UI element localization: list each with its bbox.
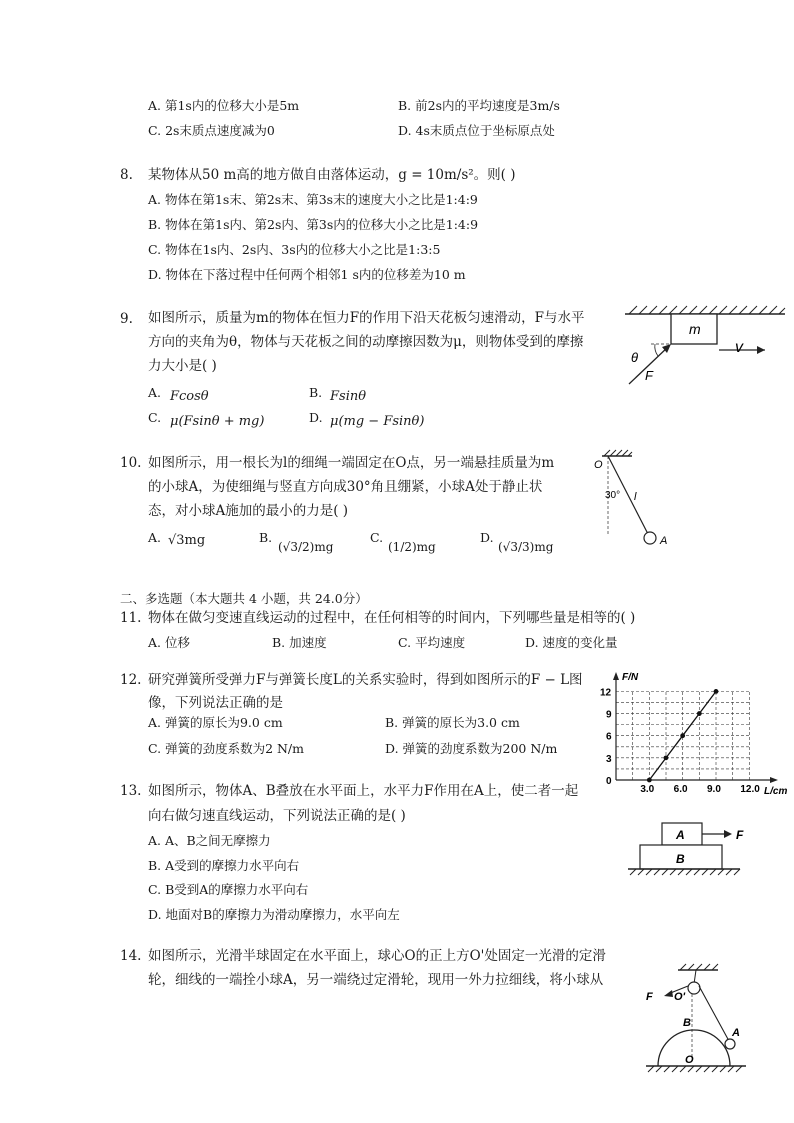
data-point	[680, 733, 685, 738]
y-axis-arrowhead	[613, 672, 619, 680]
q10-line-1: 如图所示，用一根长为l的细绳一端固定在O点，另一端悬挂质量为m	[148, 455, 555, 471]
x-axis-arrowhead	[770, 777, 778, 783]
q13-number: 13.	[120, 783, 142, 799]
q10-option-c-label: C.	[370, 530, 384, 545]
q12-line-2: 像，下列说法正确的是	[148, 695, 283, 711]
block-m-label: m	[689, 321, 701, 337]
ball-a-label: A	[732, 1027, 740, 1039]
q11-option-b: B. 加速度	[272, 635, 327, 650]
x-tick-label: 9.0	[707, 784, 721, 795]
q13-line-1: 如图所示，物体A、B叠放在水平面上，水平力F作用在A上，使二者一起	[148, 783, 579, 799]
q10-option-b-label: B.	[259, 530, 273, 545]
q10-option-b: (√3/2)mg	[278, 540, 334, 554]
point-o-label: O	[594, 459, 603, 471]
force-label: F	[646, 991, 653, 1003]
q10-option-a-label: A.	[148, 530, 162, 545]
q7-option-d: D. 4s末质点位于坐标原点处	[398, 123, 555, 138]
q10-figure	[588, 448, 678, 558]
q10-option-a: √3mg	[168, 533, 206, 548]
q11-option-a: A. 位移	[148, 635, 190, 650]
q9-line-2: 方向的夹角为θ，物体与天花板之间的动摩擦因数为μ，则物体受到的摩擦	[148, 334, 584, 350]
q9-figure	[615, 300, 794, 400]
ground-hatch	[628, 869, 740, 875]
ceiling-hatch	[602, 450, 632, 456]
ceiling-hatch	[625, 306, 785, 314]
ball-a	[725, 1039, 735, 1049]
hemisphere	[658, 1030, 730, 1066]
chart-ticks	[600, 687, 760, 795]
x-tick-label: 6.0	[673, 784, 688, 795]
q10-line-3: 态，对小球A施加的最小的力是( )	[148, 503, 349, 519]
chart-axes	[613, 672, 778, 783]
q12-option-b: B. 弹簧的原长为3.0 cm	[385, 715, 520, 730]
q9-option-d-label: D.	[309, 410, 323, 425]
q9-option-c-label: C.	[148, 410, 162, 425]
block-b-label: B	[676, 852, 685, 866]
q10-option-d-label: D.	[480, 530, 494, 545]
q10-option-c: (1/2)mg	[388, 540, 436, 554]
q12-line-1: 研究弹簧所受弹力F与弹簧长度L的关系实验时，得到如图所示的F − L图	[148, 672, 583, 688]
q7-option-c: C. 2s末质点速度减为0	[148, 123, 275, 138]
data-point	[697, 711, 702, 716]
q13-line-2: 向右做匀速直线运动，下列说法正确的是( )	[148, 808, 406, 824]
q8-option-d: D. 物体在下落过程中任何两个相邻1 s内的位移差为10 m	[148, 267, 466, 282]
pulley-label: O'	[674, 991, 686, 1003]
q9-number: 9.	[120, 311, 133, 327]
x-tick-label: 3.0	[640, 784, 655, 795]
ball-a-label: A	[660, 535, 668, 547]
point-b-label: B	[683, 1017, 691, 1029]
q11-option-d: D. 速度的变化量	[525, 635, 618, 650]
data-point	[714, 689, 719, 694]
q9-line-1: 如图所示，质量为m的物体在恒力F的作用下沿天花板匀速滑动，F与水平	[148, 310, 585, 326]
q12-number: 12.	[120, 672, 142, 688]
q9-option-d: μ(mg − Fsinθ)	[330, 414, 425, 429]
section-heading: 二、多选题（本大题共 4 小题，共 24.0分）	[120, 591, 368, 606]
q13-option-c: C. B受到A的摩擦力水平向右	[148, 882, 309, 897]
q10-number: 10.	[120, 455, 142, 471]
string-to-ball	[699, 986, 729, 1041]
q8-option-c: C. 物体在1s内、2s内、3s内的位移大小之比是1:3:5	[148, 242, 441, 257]
angle-label: 30°	[605, 490, 621, 501]
data-point	[647, 778, 652, 783]
y-tick-label: 9	[606, 709, 612, 721]
angle-arc	[655, 344, 658, 356]
force-label: F	[736, 828, 744, 842]
q14-figure	[636, 960, 756, 1075]
chart-y-axis-label: F/N	[622, 672, 639, 683]
q13-figure	[628, 815, 768, 880]
q7-option-a: A. 第1s内的位移大小是5m	[148, 98, 300, 113]
ball-a	[644, 532, 656, 544]
y-tick-label: 12	[600, 687, 612, 699]
q11-number: 11.	[120, 610, 142, 626]
q10-option-d: (√3/3)mg	[498, 540, 554, 554]
q8-number: 8.	[120, 167, 133, 183]
q12-option-c: C. 弹簧的劲度系数为2 N/m	[148, 741, 304, 756]
force-label: F	[645, 368, 653, 383]
chart-x-axis-label: L/cm	[764, 786, 788, 797]
length-label: l	[634, 491, 637, 503]
pulley	[688, 982, 700, 994]
q14-line-1: 如图所示，光滑半球固定在水平面上，球心O的正上方O'处固定一光滑的定滑	[148, 948, 606, 964]
ceiling-hatch	[678, 964, 718, 970]
ground-hatch	[646, 1066, 746, 1072]
force-arrowhead	[664, 990, 673, 997]
velocity-arrowhead	[757, 346, 765, 354]
velocity-label: v	[735, 339, 743, 356]
q14-number: 14.	[120, 948, 142, 964]
q9-option-b-label: B.	[309, 385, 323, 400]
y-tick-label: 6	[606, 731, 612, 743]
q13-option-d: D. 地面对B的摩擦力为滑动摩擦力，水平向左	[148, 907, 400, 922]
q8-option-a: A. 物体在第1s末、第2s末、第3s末的速度大小之比是1:4:9	[148, 192, 478, 207]
x-tick-label: 12.0	[740, 784, 760, 795]
center-o-label: O	[685, 1054, 694, 1066]
q14-line-2: 轮，细线的一端拴小球A，另一端绕过定滑轮，现用一外力拉细线，将小球从	[148, 972, 604, 988]
q13-option-a: A. A、B之间无摩擦力	[148, 833, 271, 848]
force-arrowhead	[724, 830, 732, 838]
fl-chart	[596, 668, 792, 798]
q11-option-c: C. 平均速度	[398, 635, 466, 650]
q9-option-a: Fcosθ	[170, 389, 209, 404]
block-a-label: A	[676, 828, 685, 842]
q8-stem: 某物体从50 m高的地方做自由落体运动，g = 10m/s²。则( )	[148, 167, 516, 183]
y-tick-label: 3	[606, 753, 612, 765]
q9-option-b: Fsinθ	[330, 389, 367, 404]
data-point	[664, 755, 669, 760]
q11-stem: 物体在做匀变速直线运动的过程中，在任何相等的时间内，下列哪些量是相等的( )	[148, 610, 636, 626]
q9-line-3: 力大小是( )	[148, 358, 217, 374]
q12-option-d: D. 弹簧的劲度系数为200 N/m	[385, 741, 558, 756]
y-tick-label: 0	[606, 776, 612, 787]
q8-option-b: B. 物体在第1s内、第2s内、第3s内的位移大小之比是1:4:9	[148, 217, 479, 232]
q9-option-c: μ(Fsinθ + mg)	[170, 414, 265, 429]
q9-option-a-label: A.	[148, 385, 162, 400]
theta-label: θ	[631, 350, 639, 365]
q10-line-2: 的小球A，为使细绳与竖直方向成30°角且绷紧，小球A处于静止状	[148, 479, 543, 495]
q13-option-b: B. A受到的摩擦力水平向右	[148, 858, 300, 873]
q7-option-b: B. 前2s内的平均速度是3m/s	[398, 98, 560, 113]
q12-option-a: A. 弹簧的原长为9.0 cm	[148, 715, 283, 730]
